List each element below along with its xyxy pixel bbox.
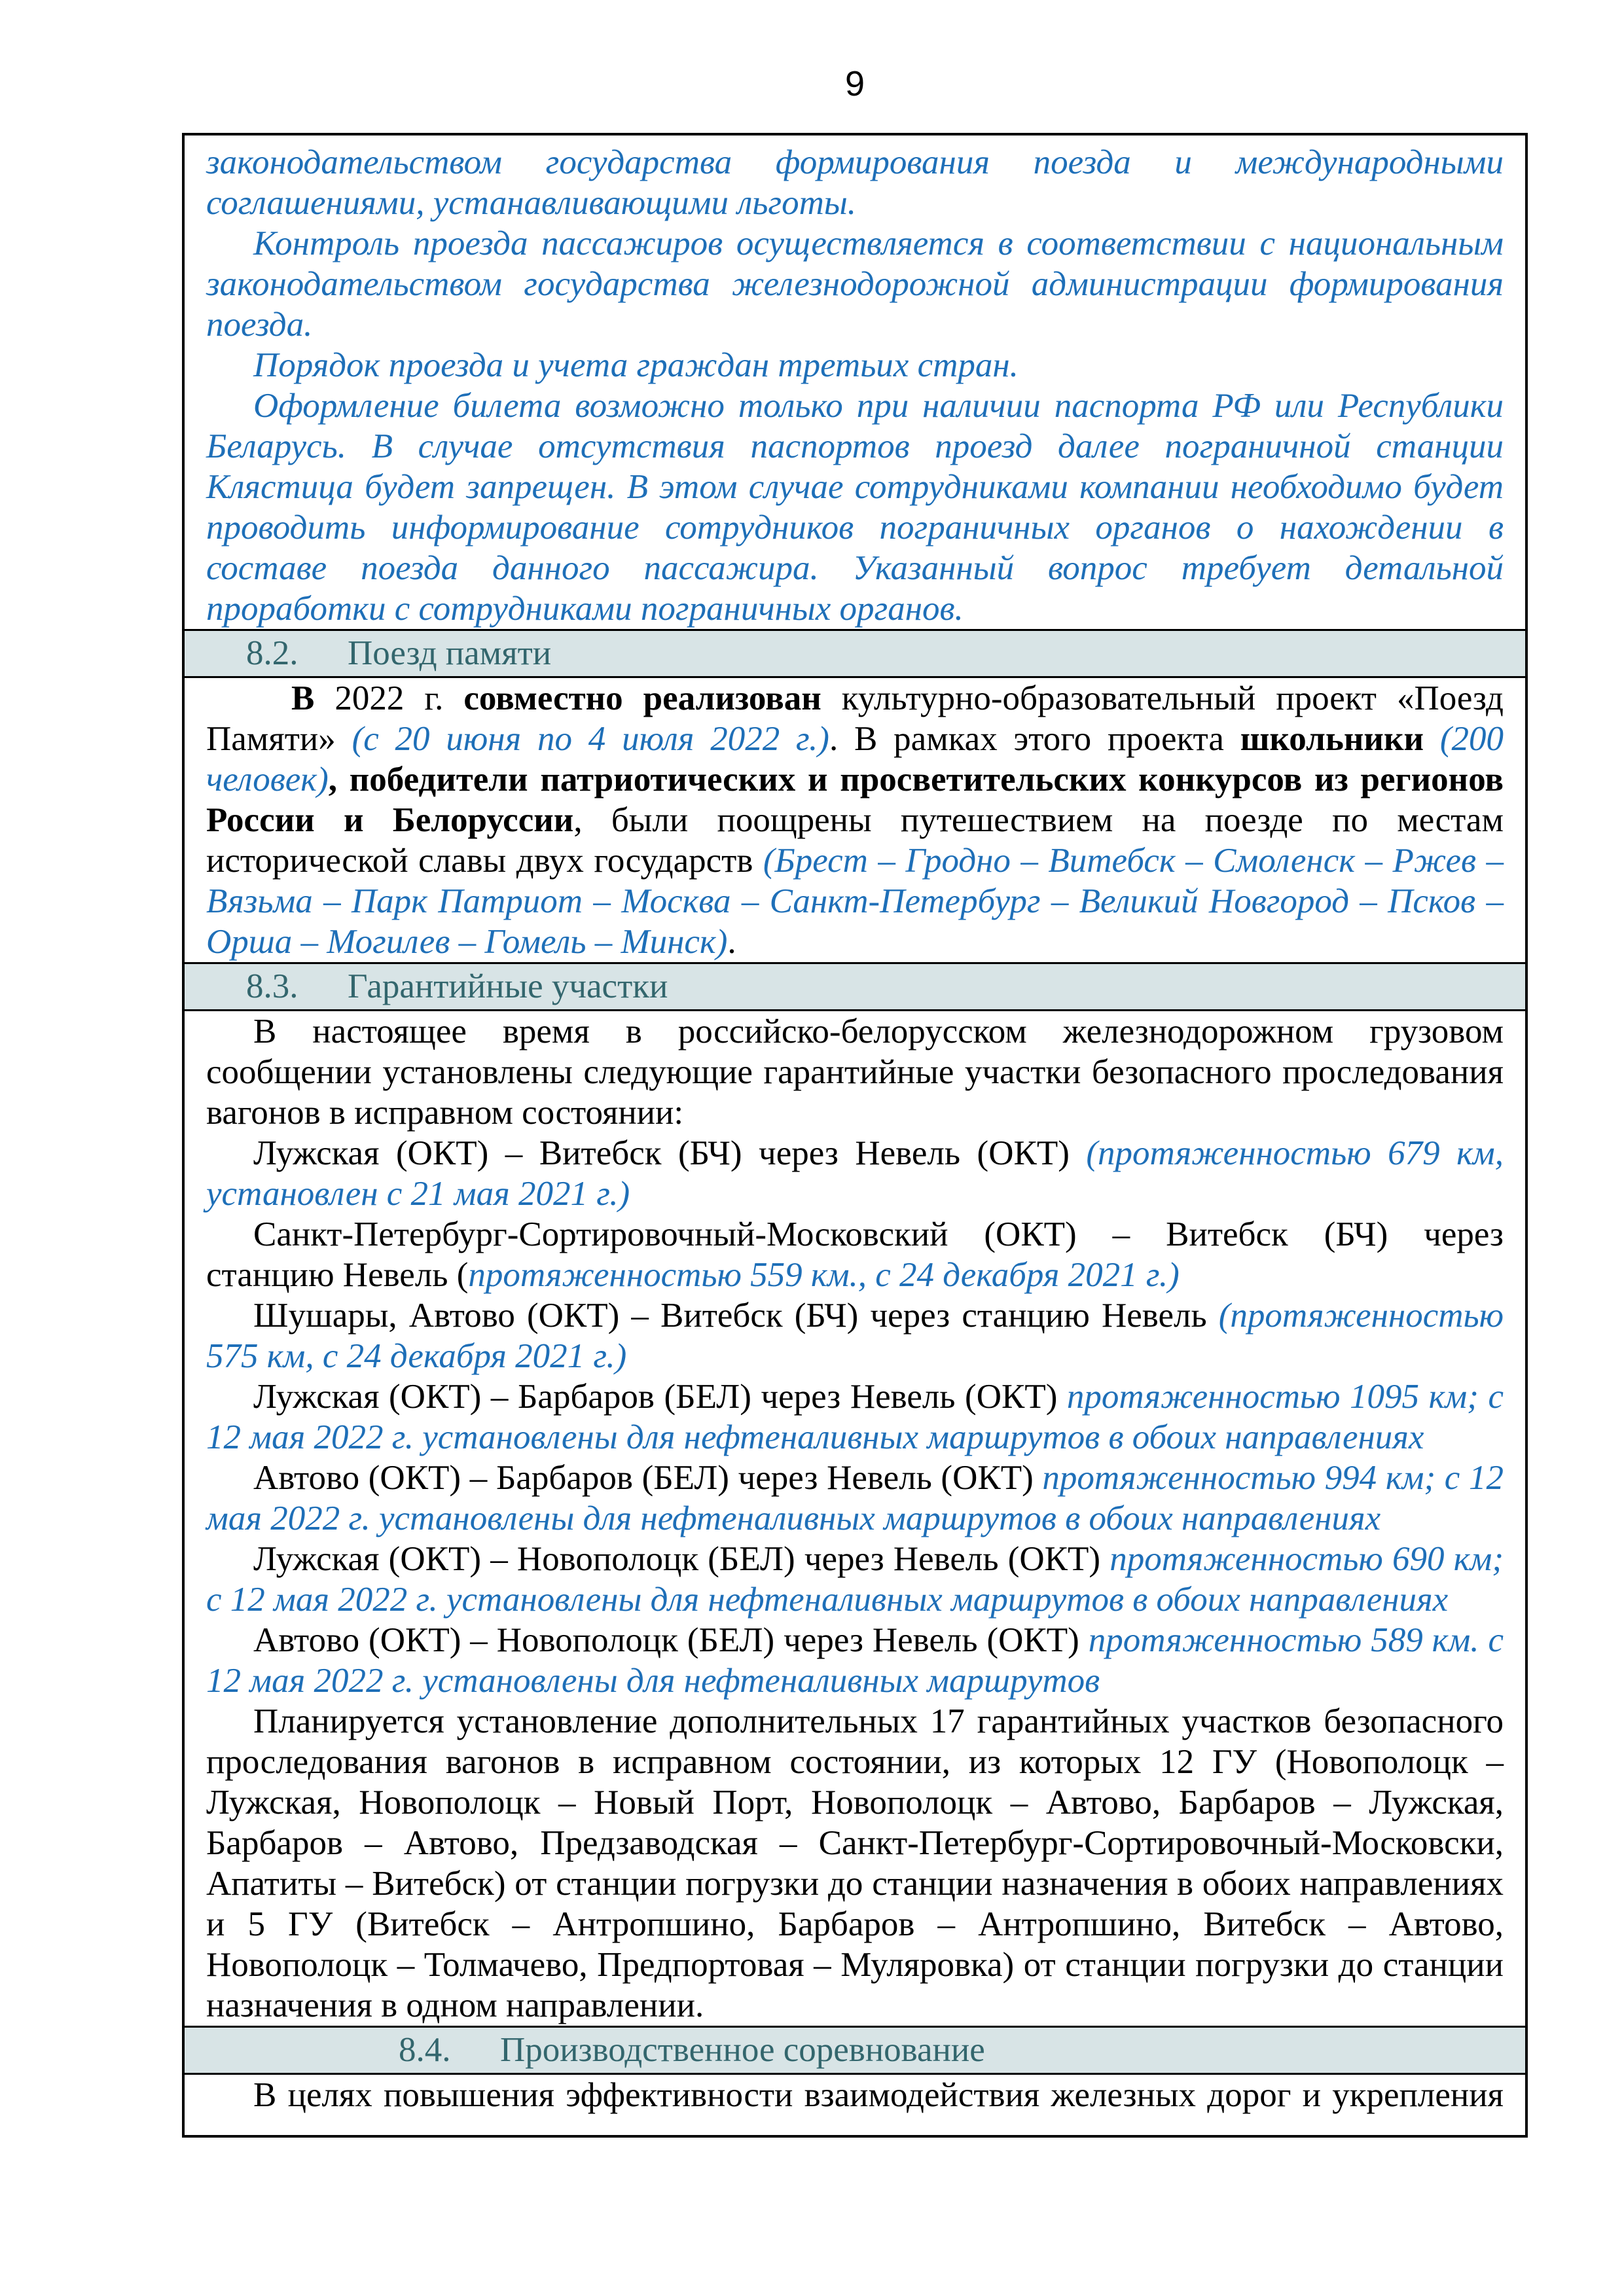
text-run: Лужская (ОКТ) – Барбаров (БЕЛ) через Невель (ОКТ) bbox=[253, 1378, 1067, 1416]
document-content bbox=[206, 142, 1504, 2115]
text-run: 2022 г. bbox=[314, 679, 464, 717]
text-run-bold: совместно реализован bbox=[463, 679, 821, 717]
paragraph bbox=[206, 223, 1504, 345]
paragraph bbox=[206, 142, 1504, 223]
text-run-blue-italic: протяженностью 1095 км; с 12 мая 2022 г. установлены для нефтеналивных маршрутов в обоих направлениях bbox=[206, 1378, 1504, 1456]
text-run: Лужская (ОКТ) – Витебск (БЧ) через Невель (ОКТ) bbox=[253, 1134, 1087, 1172]
paragraph bbox=[206, 1701, 1504, 2026]
section-heading-8-2 bbox=[185, 629, 1525, 678]
text-run: Автово (ОКТ) – Барбаров (БЕЛ) через Невель (ОКТ) bbox=[253, 1459, 1043, 1497]
paragraph bbox=[206, 1620, 1504, 1701]
text-run: , были поощрены путешествием на поезде по местам исторической славы двух государств bbox=[206, 801, 1504, 880]
text-run: Лужская (ОКТ) – Новополоцк (БЕЛ) через Невель (ОКТ) bbox=[253, 1540, 1110, 1578]
paragraph bbox=[206, 1458, 1504, 1539]
text-run: . В рамках этого проекта bbox=[829, 720, 1240, 758]
text-run-blue-italic: протяженностью 994 км; с 12 мая 2022 г. установлены для нефтеналивных маршрутов в обоих направлениях bbox=[206, 1459, 1504, 1537]
text-run-blue-italic: протяженностью 690 км; с 12 мая 2022 г. установлены для нефтеналивных маршрутов в обоих направлениях bbox=[206, 1540, 1504, 1619]
text-run-blue-italic: (протяженностью 575 км, с 24 декабря 2021 г.) bbox=[206, 1297, 1504, 1375]
page-number: 9 bbox=[844, 64, 865, 103]
paragraph bbox=[206, 678, 1504, 962]
paragraph bbox=[206, 1295, 1504, 1376]
paragraph bbox=[206, 1011, 1504, 1133]
heading-number: 8.4. bbox=[399, 2031, 451, 2069]
text-run: В целях повышения эффективности взаимодействия железных дорог и укрепления bbox=[253, 2076, 1504, 2114]
text-run-blue-italic: протяженностью 589 км. с 12 мая 2022 г. установлены для нефтеналивных маршрутов bbox=[206, 1621, 1504, 1700]
section-heading-8-3 bbox=[185, 962, 1525, 1011]
heading-title: Производственное соревнование bbox=[500, 2031, 985, 2069]
heading-number: 8.2. bbox=[246, 634, 298, 672]
heading-number: 8.3. bbox=[246, 967, 298, 1005]
text-run-blue-italic: Оформление билета возможно только при наличии паспорта РФ или Республики Беларусь. В случае отсутствия паспортов проезд далее пограничной станции Клястица будет запрещен. В этом случае сотрудниками компании необходимо будет проводить информирование сотрудников пограничных органов о нахождении в составе поезда данного пассажира. Указанный вопрос требует детальной проработки с сотрудниками пограничных органов. bbox=[206, 387, 1504, 628]
text-run: Шушары, Автово (ОКТ) – Витебск (БЧ) через станцию Невель bbox=[253, 1297, 1219, 1335]
heading-title: Поезд памяти bbox=[348, 634, 552, 672]
text-run-blue-italic: Порядок проезда и учета граждан третьих стран. bbox=[253, 346, 1019, 384]
section-heading-8-4 bbox=[185, 2026, 1525, 2075]
document-border-box bbox=[182, 133, 1528, 2138]
text-run-blue-italic: (200 человек) bbox=[206, 720, 1504, 798]
text-run: культурно-образовательный проект «Поезд Памяти» bbox=[206, 679, 1504, 758]
text-run-blue-italic: протяженностью 559 км., с 24 декабря 2021 г.) bbox=[468, 1256, 1180, 1294]
heading-title: Гарантийные участки bbox=[348, 967, 668, 1005]
text-run: . bbox=[727, 923, 736, 961]
text-run-bold: В bbox=[291, 679, 315, 717]
paragraph bbox=[206, 1376, 1504, 1458]
paragraph bbox=[206, 2075, 1504, 2115]
paragraph bbox=[206, 1539, 1504, 1620]
text-run-blue-italic: (с 20 июня по 4 июля 2022 г.) bbox=[352, 720, 829, 758]
paragraph bbox=[206, 1133, 1504, 1214]
paragraph bbox=[206, 1214, 1504, 1295]
text-run-blue-italic: Контроль проезда пассажиров осуществляется в соответствии с национальным законодательством государства железнодорожной администрации формирования поезда. bbox=[206, 224, 1504, 344]
text-run-bold: школьники bbox=[1240, 720, 1424, 758]
paragraph bbox=[206, 345, 1504, 386]
text-run-blue-italic: законодательством государства формирования поезда и международными соглашениями, устанавливающими льготы. bbox=[206, 143, 1504, 222]
text-run: Автово (ОКТ) – Новополоцк (БЕЛ) через Невель (ОКТ) bbox=[253, 1621, 1089, 1659]
text-run: Планируется установление дополнительных 17 гарантийных участков безопасного проследования вагонов в исправном состоянии, из которых 12 ГУ (Новополоцк – Лужская, Новополоцк – Новый Порт, Новополоцк – Автово, Барбаров – Лужская, Барбаров – Автово, Предзаводская – Санкт-Петербург-Сортировочный-Московски, Апатиты – Витебск) от станции погрузки до станции назначения в обоих направлениях и 5 ГУ (Витебск – Антропшино, Барбаров – Антропшино, Витебск – Автово, Новополоцк – Толмачево, Предпортовая – Муляровка) от станции погрузки до станции назначения в одном направлении. bbox=[206, 1702, 1504, 2024]
text-run: Санкт-Петербург-Сортировочный-Московский (ОКТ) – Витебск (БЧ) через станцию Невель ( bbox=[206, 1215, 1504, 1294]
text-run-bold: , победители патриотических и просветительских конкурсов из регионов России и Белоруссии bbox=[206, 761, 1504, 839]
paragraph bbox=[206, 386, 1504, 629]
text-run-blue-italic: (Брест – Гродно – Витебск – Смоленск – Ржев – Вязьма – Парк Патриот – Москва – Санкт-Петербург – Великий Новгород – Псков – Орша – Могилев – Гомель – Минск) bbox=[206, 842, 1504, 961]
text-run bbox=[1424, 720, 1440, 758]
text-run-blue-italic: (протяженностью 679 км, установлен с 21 мая 2021 г.) bbox=[206, 1134, 1504, 1213]
text-run: В настоящее время в российско-белорусском железнодорожном грузовом сообщении установлены следующие гарантийные участки безопасного проследования вагонов в исправном состоянии: bbox=[206, 1013, 1504, 1132]
